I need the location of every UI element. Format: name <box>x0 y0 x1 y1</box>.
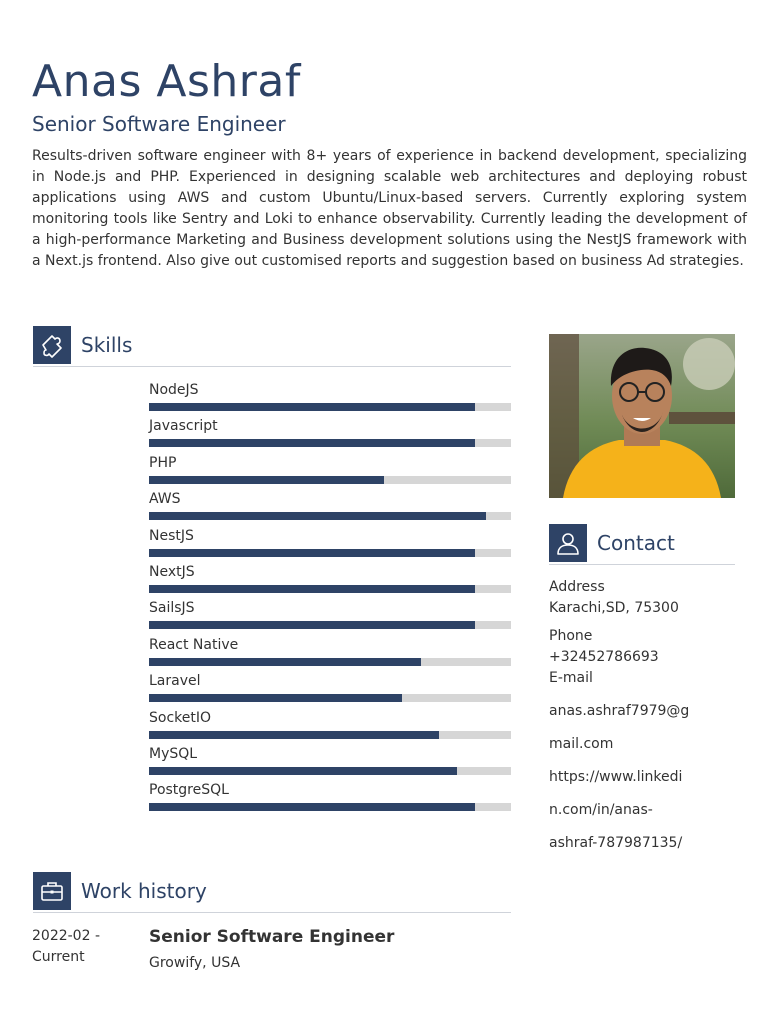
work-history-divider <box>33 912 511 913</box>
work-history-heading: Work history <box>81 879 207 903</box>
skill-level-fill <box>149 512 486 520</box>
skill-level-bar <box>149 694 511 702</box>
job-dates-end: Current <box>32 949 85 965</box>
skill-level-bar <box>149 767 511 775</box>
skill-level-fill <box>149 694 402 702</box>
skill-row <box>149 563 511 599</box>
skill-name: Javascript <box>149 418 218 435</box>
puzzle-icon <box>33 326 71 364</box>
contact-divider <box>549 564 735 565</box>
address-value: Karachi,SD, 75300 <box>549 600 679 616</box>
skill-name: React Native <box>149 636 239 653</box>
skill-level-fill <box>149 403 475 411</box>
phone-label: Phone <box>549 628 593 644</box>
work-history-header <box>33 872 207 910</box>
email-label: E-mail <box>549 670 593 686</box>
skill-name: AWS <box>149 491 181 508</box>
job-dates-start: 2022-02 - <box>32 928 100 944</box>
skill-row <box>149 599 511 635</box>
skill-level-bar <box>149 476 511 484</box>
skill-row <box>149 454 511 490</box>
skill-level-fill <box>149 731 439 739</box>
skill-name: Laravel <box>149 673 201 690</box>
skill-level-fill <box>149 767 457 775</box>
email-value-line2[interactable]: mail.com <box>549 736 614 752</box>
profile-photo <box>549 334 735 498</box>
skills-list <box>149 381 511 818</box>
skill-level-fill <box>149 549 475 557</box>
email-value-line1[interactable]: anas.ashraf7979@g <box>549 703 690 719</box>
skill-level-fill <box>149 621 475 629</box>
skill-level-fill <box>149 803 475 811</box>
job-title: Senior Software Engineer <box>149 927 395 947</box>
person-icon <box>549 524 587 562</box>
skill-level-bar <box>149 439 511 447</box>
skill-name: PHP <box>149 454 177 471</box>
contact-details <box>549 577 739 860</box>
skill-name: SailsJS <box>149 600 195 617</box>
job-company: Growify, USA <box>149 955 241 971</box>
skill-name: NodeJS <box>149 382 199 398</box>
skill-name: NextJS <box>149 563 195 580</box>
skill-level-fill <box>149 476 384 484</box>
skill-level-bar <box>149 731 511 739</box>
skill-row <box>149 709 511 745</box>
skill-level-bar <box>149 585 511 593</box>
resume-title: Senior Software Engineer <box>32 112 286 136</box>
linkedin-url-line2[interactable]: n.com/in/anas- <box>549 802 653 818</box>
skill-level-bar <box>149 621 511 629</box>
skill-level-fill <box>149 658 421 666</box>
skill-name: PostgreSQL <box>149 782 229 799</box>
skill-row <box>149 527 511 563</box>
skill-name: SocketIO <box>149 709 212 726</box>
address-label: Address <box>549 579 605 595</box>
skill-level-fill <box>149 585 475 593</box>
contact-heading: Contact <box>597 531 675 555</box>
skill-row <box>149 672 511 708</box>
skills-divider <box>33 366 511 367</box>
skill-level-bar <box>149 803 511 811</box>
skill-level-bar <box>149 549 511 557</box>
job-dates <box>32 926 100 968</box>
skill-level-bar <box>149 512 511 520</box>
phone-value: +32452786693 <box>549 649 659 665</box>
skill-row <box>149 381 511 417</box>
skill-level-fill <box>149 439 475 447</box>
linkedin-url-line3[interactable]: ashraf-787987135/ <box>549 835 683 851</box>
resume-summary: Results-driven software engineer with 8+ years of experience in backend development, specializing in Node.js and PHP. Experienced in designing scalable web architectures and deploying robust applications using AWS and custom Ubuntu/Linux-based servers. Currently exploring system monitoring tools like Sentry and Loki to enhance observability. Currently leading the development of a high-performance Marketing and Business development solutions using the NestJS framework with a Next.js frontend. Also give out customised reports and suggestion based on business Ad strategies. <box>32 148 747 269</box>
skill-name: NestJS <box>149 527 194 544</box>
skills-heading: Skills <box>81 333 133 357</box>
resume-name: Anas Ashraf <box>32 56 301 107</box>
skills-header <box>33 326 132 364</box>
contact-header <box>549 524 675 562</box>
skill-level-bar <box>149 403 511 411</box>
linkedin-url-line1[interactable]: https://www.linkedi <box>549 769 683 785</box>
skill-name: MySQL <box>149 745 198 762</box>
skill-level-bar <box>149 658 511 666</box>
skill-row <box>149 490 511 526</box>
skill-row <box>149 417 511 453</box>
skill-row <box>149 745 511 781</box>
skill-row <box>149 781 511 817</box>
skill-row <box>149 636 511 672</box>
briefcase-icon <box>33 872 71 910</box>
